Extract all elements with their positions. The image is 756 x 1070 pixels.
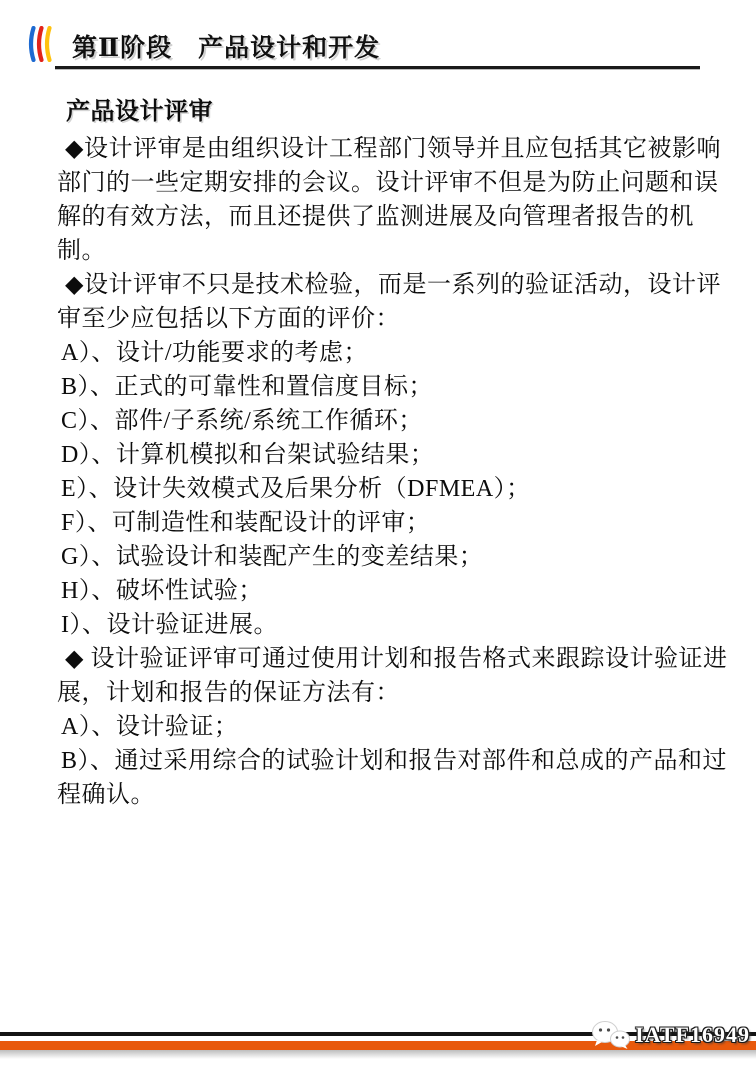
watermark-text: IATF16949	[635, 1022, 750, 1047]
section-heading: 产品设计评审	[66, 99, 213, 125]
bullet-paragraph-verification-tracking: ◆ 设计验证评审可通过使用计划和报告格式来跟踪设计验证进展，计划和报告的保证方法有：	[57, 646, 728, 706]
logo-stroke-blue	[31, 28, 34, 60]
slide-title: 第Ⅱ阶段 产品设计和开发	[72, 35, 381, 62]
chat-bubbles-icon	[591, 1020, 631, 1050]
review-item-a: A）、设计/功能要求的考虑；	[61, 340, 368, 366]
review-item-g: G）、试验设计和装配产生的变差结果；	[61, 544, 484, 570]
watermark	[591, 1019, 750, 1051]
logo-stroke-red	[39, 28, 42, 60]
footer-bar-shadow	[0, 1050, 756, 1059]
review-item-d: D）、计算机模拟和台架试验结果；	[61, 442, 435, 468]
bullet-paragraph-verification-activities: ◆设计评审不只是技术检验，而是一系列的验证活动，设计评审至少应包括以下方面的评价：	[57, 272, 721, 332]
logo-stroke-yellow	[47, 28, 50, 60]
review-item-e: E）、设计失效模式及后果分析（DFMEA）；	[61, 476, 531, 502]
header-underline	[55, 66, 700, 69]
review-item-i: I）、设计验证进展。	[61, 612, 278, 638]
assurance-item-b: B）、通过采用综合的试验计划和报告对部件和总成的产品和过程确认。	[57, 748, 728, 808]
bullet-paragraph-design-review-meetings: ◆设计评审是由组织设计工程部门领导并且应包括其它被影响部门的一些定期安排的会议。设计评审不但是为防止问题和误解的有效方法，而且还提供了监测进展及向管理者报告的机制。	[57, 136, 721, 264]
review-item-h: H）、破坏性试验；	[61, 578, 263, 604]
review-item-c: C）、部件/子系统/系统工作循环；	[61, 408, 423, 434]
slide-content	[57, 95, 737, 812]
brand-logo-icon	[27, 26, 53, 62]
review-item-f: F）、可制造性和装配设计的评审；	[61, 510, 431, 536]
assurance-item-a: A）、设计验证；	[61, 714, 239, 740]
review-item-b: B）、正式的可靠性和置信度目标；	[61, 374, 434, 400]
